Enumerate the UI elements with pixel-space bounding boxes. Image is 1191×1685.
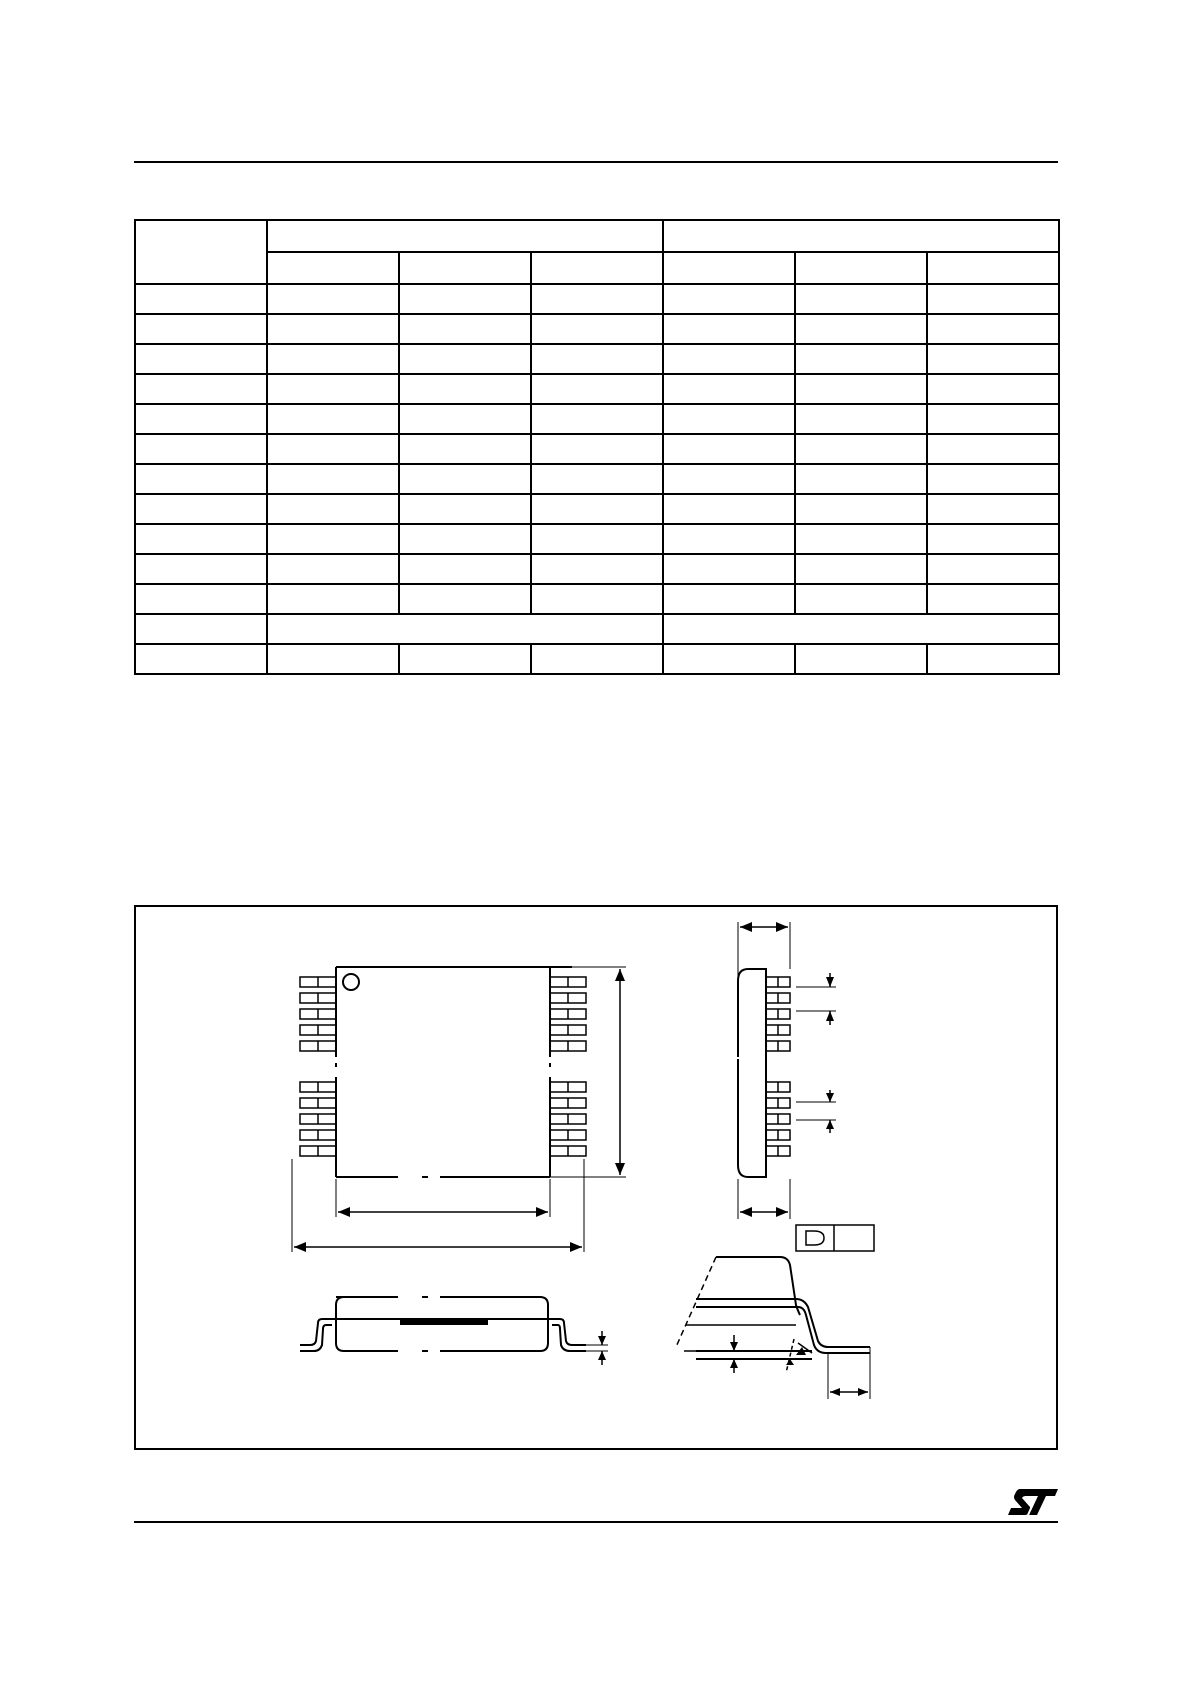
value-cell: [663, 344, 795, 374]
package-dimensions-table: [134, 219, 1060, 675]
value-cell: [795, 434, 927, 464]
value-cell: [795, 344, 927, 374]
lead-detail: [676, 1257, 870, 1399]
value-cell: [663, 314, 795, 344]
header-rule: [134, 161, 1058, 163]
value-cell: [267, 584, 399, 614]
value-cell: [267, 494, 399, 524]
value-cell: [927, 434, 1059, 464]
value-cell: [399, 464, 531, 494]
value-cell: [663, 464, 795, 494]
flatness-symbol-icon: [806, 1231, 824, 1245]
table-row: [135, 314, 1059, 344]
value-cell: [927, 584, 1059, 614]
value-cell: [663, 374, 795, 404]
value-cell: [795, 374, 927, 404]
dim-cell: [135, 434, 267, 464]
typ-header-cell: [795, 252, 927, 284]
value-cell: [795, 494, 927, 524]
value-cell: [663, 524, 795, 554]
table-row: [135, 524, 1059, 554]
value-cell: [267, 644, 399, 674]
side-view: [738, 922, 874, 1251]
value-cell: [399, 374, 531, 404]
table-row: [135, 554, 1059, 584]
value-cell: [531, 434, 663, 464]
side-leads: [766, 977, 790, 1156]
tolerance-frame: [796, 1225, 874, 1251]
value-cell: [927, 644, 1059, 674]
left-leads: [300, 977, 336, 1156]
value-cell: [267, 464, 399, 494]
value-cell: [795, 464, 927, 494]
value-cell: [399, 524, 531, 554]
value-cell: [663, 404, 795, 434]
value-cell: [927, 284, 1059, 314]
top-view: [292, 967, 626, 1252]
value-cell: [267, 374, 399, 404]
value-cell: [795, 314, 927, 344]
merged-value-cell: [663, 614, 1059, 644]
value-cell: [399, 494, 531, 524]
value-cell: [927, 344, 1059, 374]
package-outline-drawing: [134, 905, 1058, 1450]
dim-cell: [135, 644, 267, 674]
dim-cell: [135, 314, 267, 344]
dim-cell: [135, 614, 267, 644]
dim-cell: [135, 584, 267, 614]
value-cell: [267, 284, 399, 314]
value-cell: [399, 434, 531, 464]
value-cell: [531, 584, 663, 614]
value-cell: [663, 644, 795, 674]
value-cell: [531, 464, 663, 494]
dim-cell: [135, 464, 267, 494]
dim-cell: [135, 344, 267, 374]
value-cell: [663, 284, 795, 314]
typ-header-cell: [399, 252, 531, 284]
table-row: [135, 494, 1059, 524]
dim-cell: [135, 524, 267, 554]
table-row: [135, 344, 1059, 374]
table-row: [135, 404, 1059, 434]
value-cell: [267, 434, 399, 464]
dim-cell: [135, 404, 267, 434]
package-outline-svg: [136, 907, 1056, 1448]
value-cell: [795, 284, 927, 314]
value-cell: [399, 344, 531, 374]
dim-cell: [135, 494, 267, 524]
value-cell: [663, 584, 795, 614]
value-cell: [267, 404, 399, 434]
value-cell: [399, 404, 531, 434]
value-cell: [663, 494, 795, 524]
value-cell: [267, 344, 399, 374]
table-row: [135, 434, 1059, 464]
value-cell: [399, 314, 531, 344]
dim-cell: [135, 554, 267, 584]
table-subheader-row: [135, 252, 1059, 284]
merged-value-cell: [267, 614, 663, 644]
value-cell: [795, 584, 927, 614]
value-cell: [795, 524, 927, 554]
value-cell: [531, 374, 663, 404]
min-header-cell: [267, 252, 399, 284]
table-row: [135, 644, 1059, 674]
dim-header-cell: [135, 220, 267, 284]
st-logo-icon: [1006, 1487, 1060, 1517]
table-row: [135, 464, 1059, 494]
dim-cell: [135, 374, 267, 404]
value-cell: [531, 344, 663, 374]
value-cell: [927, 404, 1059, 434]
dim-cell: [135, 284, 267, 314]
table-row: [135, 374, 1059, 404]
value-cell: [399, 584, 531, 614]
table-row: [135, 284, 1059, 314]
value-cell: [795, 404, 927, 434]
inch-header-cell: [663, 220, 1059, 252]
value-cell: [531, 314, 663, 344]
value-cell: [399, 284, 531, 314]
value-cell: [267, 314, 399, 344]
max-header-cell: [531, 252, 663, 284]
value-cell: [663, 554, 795, 584]
max-header-cell: [927, 252, 1059, 284]
table-header-row: [135, 220, 1059, 252]
min-header-cell: [663, 252, 795, 284]
value-cell: [531, 524, 663, 554]
value-cell: [927, 464, 1059, 494]
value-cell: [399, 644, 531, 674]
front-view: [300, 1297, 608, 1365]
value-cell: [267, 554, 399, 584]
value-cell: [795, 554, 927, 584]
value-cell: [531, 554, 663, 584]
value-cell: [531, 404, 663, 434]
pin1-marker-icon: [343, 974, 359, 990]
value-cell: [795, 644, 927, 674]
mm-header-cell: [267, 220, 663, 252]
footer-rule: [134, 1521, 1058, 1523]
value-cell: [267, 524, 399, 554]
right-leads: [550, 977, 586, 1156]
value-cell: [927, 314, 1059, 344]
value-cell: [927, 494, 1059, 524]
value-cell: [663, 434, 795, 464]
value-cell: [531, 284, 663, 314]
value-cell: [927, 374, 1059, 404]
value-cell: [927, 554, 1059, 584]
value-cell: [531, 494, 663, 524]
value-cell: [531, 644, 663, 674]
table-row: [135, 614, 1059, 644]
table-row: [135, 584, 1059, 614]
value-cell: [399, 554, 531, 584]
value-cell: [927, 524, 1059, 554]
